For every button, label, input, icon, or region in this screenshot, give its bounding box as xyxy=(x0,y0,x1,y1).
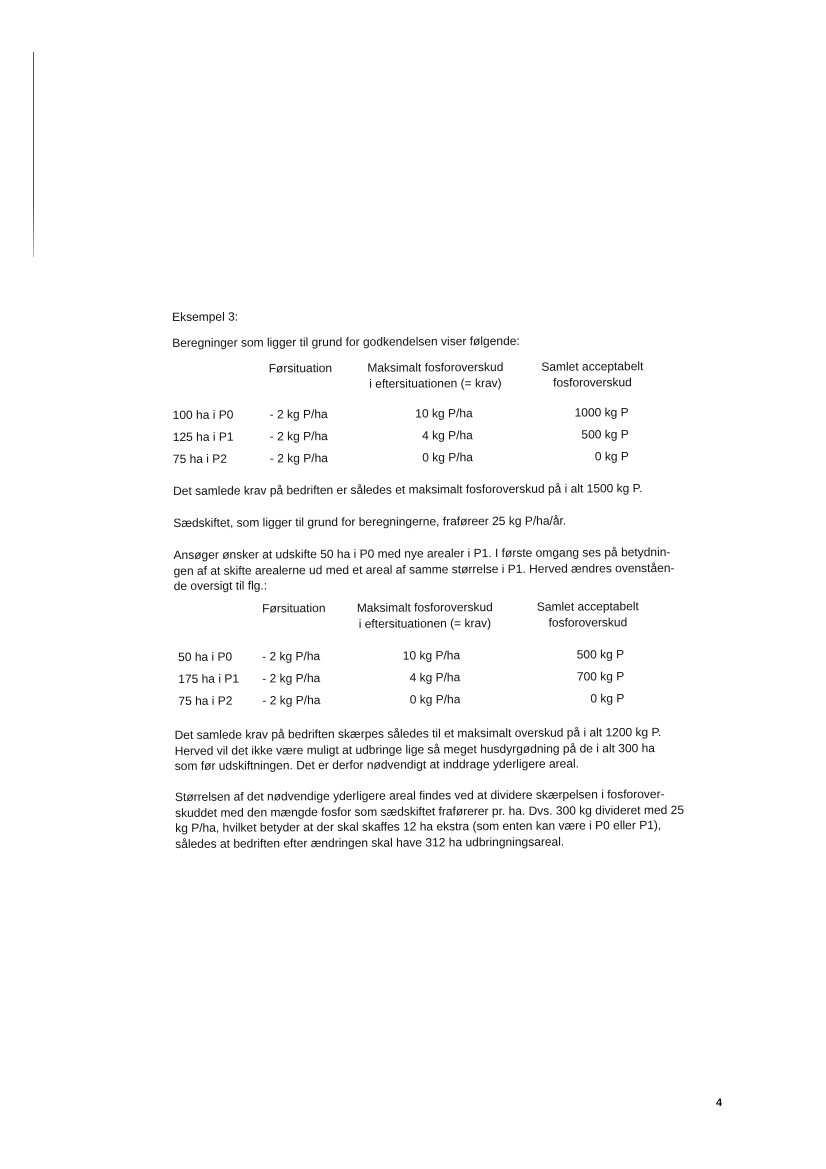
table-1-cell-area: 125 ha i P1 xyxy=(172,429,234,444)
applicant-paragraph-line: Ansøger ønsker at udskifte 50 ha i P0 med nye arealer i P1. I første omgang ses på betydnin- xyxy=(173,544,671,562)
table-2-header-max xyxy=(350,600,500,632)
table-row xyxy=(173,427,733,448)
tightened-requirement-line: Herved vil det ikke være muligt at udbringe lige så meget husdyrgødning på de i alt 300 ha xyxy=(174,740,656,758)
table-1-header-max xyxy=(360,360,510,392)
table-row xyxy=(174,669,734,690)
table-2-header-max-line2: i eftersituationen (= krav) xyxy=(358,615,492,631)
table-row xyxy=(174,647,734,668)
table-1-cell-total: 500 kg P xyxy=(581,427,629,442)
table-1-cell-area: 100 ha i P0 xyxy=(172,407,234,422)
table-2-header-total-line1: Samlet acceptabelt xyxy=(536,599,639,614)
tightened-requirement-line: Det samlede krav på bedriften skærpes således til et maksimalt overskud på i alt 1200 kg P. xyxy=(174,725,662,742)
table-1-cell-max: 10 kg P/ha xyxy=(415,406,473,421)
table-2-cell-before: - 2 kg P/ha xyxy=(262,671,321,686)
area-size-paragraph xyxy=(175,787,725,853)
table-1-cell-before: - 2 kg P/ha xyxy=(269,451,328,466)
table-2-cell-before: - 2 kg P/ha xyxy=(262,693,321,708)
area-size-line: således at bedriften efter ændringen skal have 312 ha udbringningsareal. xyxy=(175,834,565,851)
table-2-cell-before: - 2 kg P/ha xyxy=(262,649,321,664)
table-row xyxy=(173,449,733,470)
example-heading: Eksempel 3: xyxy=(172,309,239,324)
table-1-cell-total: 1000 kg P xyxy=(574,405,629,420)
applicant-paragraph xyxy=(173,545,723,595)
table-1-header-total-line2: fosforoverskud xyxy=(553,374,632,390)
table-row xyxy=(174,691,734,712)
table-2-cell-total: 0 kg P xyxy=(590,691,625,706)
page-number: 4 xyxy=(716,1097,723,1109)
area-size-line: kg P/ha, hvilket betyder at der skal skaffes 12 ha ekstra (som enten kan være i P0 eller P1), xyxy=(175,818,662,836)
crop-rotation-paragraph: Sædskiftet, som ligger til grund for beregningerne, fraføreer 25 kg P/ha/år. xyxy=(173,513,567,530)
table-1-cell-before: - 2 kg P/ha xyxy=(269,429,328,444)
area-size-line: skuddet med den mængde fosfor som sædskiftet fraførerer pr. ha. Dvs. 300 kg divideret med 25 xyxy=(175,802,685,820)
table-2-cell-total: 500 kg P xyxy=(576,647,625,662)
intro-paragraph: Beregninger som ligger til grund for godkendelsen viser følgende: xyxy=(172,333,520,350)
applicant-paragraph-line: de oversigt til flg.: xyxy=(173,578,268,594)
table-2-cell-total: 700 kg P xyxy=(576,669,625,684)
table-1-cell-before: - 2 kg P/ha xyxy=(269,407,328,422)
table-2-header-max-line1: Maksimalt fosforoverskud xyxy=(356,600,493,615)
table-1-cell-max: 4 kg P/ha xyxy=(422,428,473,443)
table-1-header-max-line1: Maksimalt fosforoverskud xyxy=(367,359,504,375)
table-1-header-total xyxy=(532,359,652,391)
table-2-cell-area: 50 ha i P0 xyxy=(178,649,233,664)
table-1 xyxy=(172,359,732,466)
table-row xyxy=(173,405,733,426)
table-2 xyxy=(174,599,734,708)
tightened-requirement-paragraph xyxy=(175,725,725,775)
area-size-line: Størrelsen af det nødvendige yderligere areal findes ved at dividere skærpelsen i fosforover- xyxy=(174,787,665,804)
table-2-cell-area: 75 ha i P2 xyxy=(178,693,233,708)
table-1-cell-area: 75 ha i P2 xyxy=(172,451,227,466)
total-requirement-paragraph: Det samlede krav på bedriften er således et maksimalt fosforoverskud på i alt 1500 kg P. xyxy=(173,481,643,498)
table-2-cell-area: 175 ha i P1 xyxy=(178,671,240,686)
table-2-header-before: Førsituation xyxy=(262,601,326,616)
tightened-requirement-line: som før udskiftningen. Det er derfor nødvendigt at inddrage yderligere areal. xyxy=(174,756,580,774)
applicant-paragraph-line: gen af at skifte arealerne ud med et areal af samme størrelse i P1. Herved ændres ovenståen- xyxy=(173,560,675,578)
document-body xyxy=(172,307,732,851)
table-2-cell-max: 10 kg P/ha xyxy=(402,648,461,663)
table-2-cell-max: 4 kg P/ha xyxy=(409,670,461,685)
margin-line xyxy=(33,52,34,257)
table-2-cell-max: 0 kg P/ha xyxy=(409,692,461,707)
table-1-cell-total: 0 kg P xyxy=(594,449,629,464)
table-1-header-max-line2: i eftersituationen (= krav) xyxy=(369,375,502,391)
table-2-header-total-line2: fosforoverskud xyxy=(548,614,628,630)
table-1-header-before: Førsituation xyxy=(268,361,333,376)
table-2-header-total xyxy=(528,599,648,631)
table-1-cell-max: 0 kg P/ha xyxy=(422,450,473,465)
table-1-header-total-line1: Samlet acceptabelt xyxy=(541,359,644,374)
